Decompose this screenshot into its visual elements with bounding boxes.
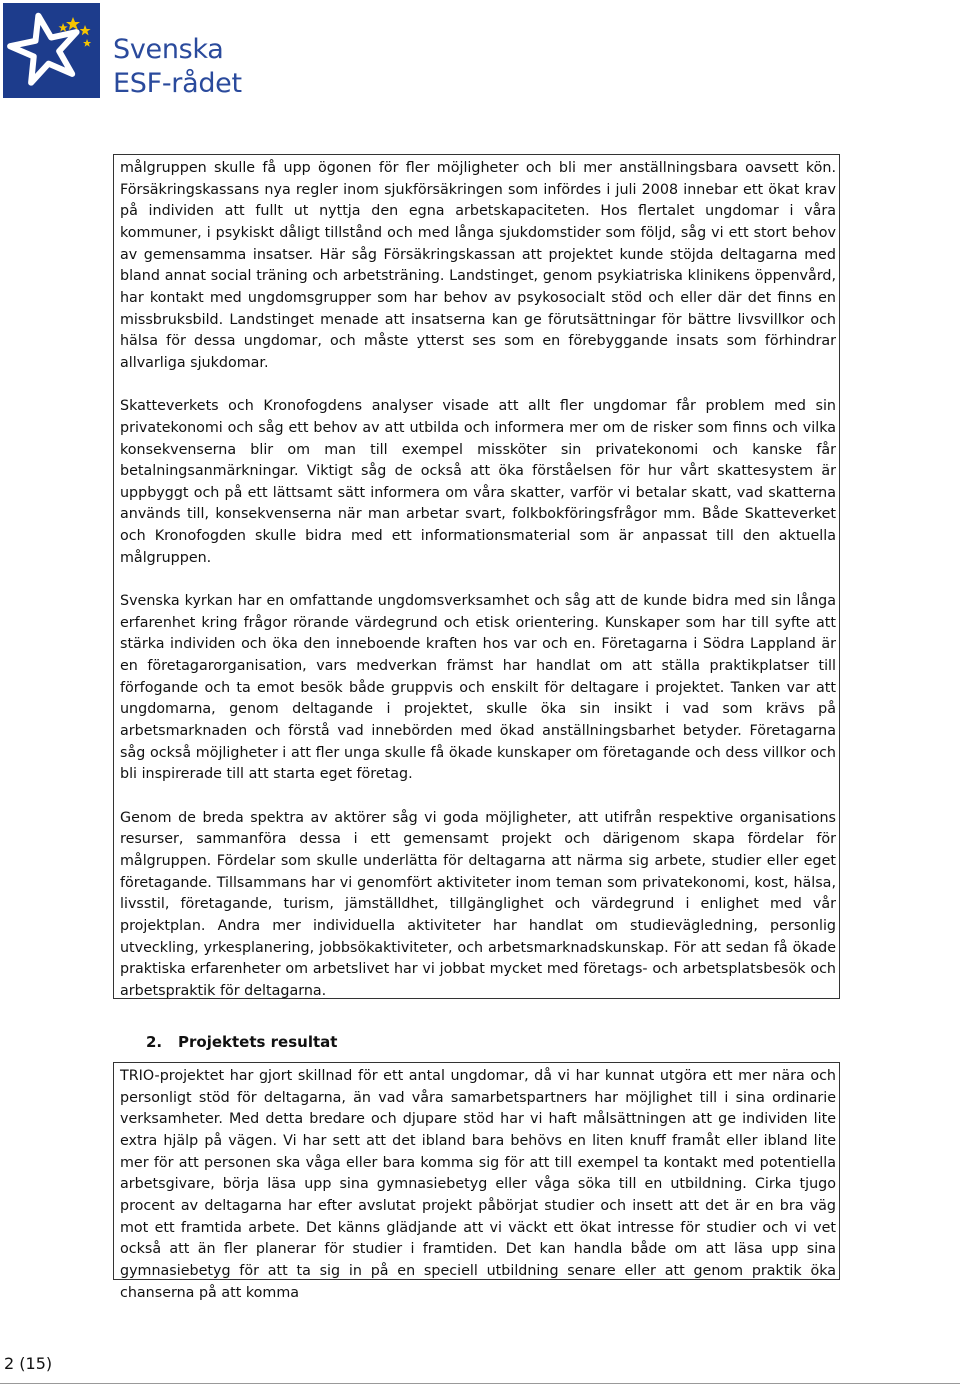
section-number: 2. [146,1033,163,1051]
logo-line-2: ESF-rådet [113,68,242,99]
paragraph: Svenska kyrkan har en omfattande ungdomsverksamhet och såg att de kunde bidra med sin långa erfarenhet kring frågor rörande värdegrund och etisk orientering. Kunskaper som har till syfte att stärka individen och öka den inneboende kraften hos var och en. Företagarna i Södra Lappland är en företagarorganisation, vars medverkan främst har handlat om att ställa praktikplatser till förfogande och ta emot besök både gruppvis och enskilt för deltagare i projektet. Tanken var att ungdomarna, genom deltagande i projektet, skulle öka sin insikt i vad som krävs på arbetsmarknaden och förstå vad innebörden med ökad anställningsbarhet betyder. Företagarna såg också möjligheter i att fler unga skulle få ökade kunskaper om företagande och dess villkor och bli inspirerade till att starta eget företag. [120,593,836,783]
paragraph: Skatteverkets och Kronofogdens analyser visade att allt fler ungdomar får problem med sin privatekonomi och såg ett behov av att utbilda och informera mer om de risker som finns och vilka konsekvenserna blir om man till exempel missköter sin privatekonomi och kanske får betalningsanmärkningar. Viktigt såg de också att öka förståelsen för hur vårt skattesystem är uppbyggt och på ett lättsamt sätt informera om våra skatter, varför vi betalar skatt, vad skatterna används till, konsekvenserna när man arbetar svart, folkbokföringsfrågor mm. Både Skatteverket och Kronofogden skulle bidra med ett informationsmaterial som är anpassat till den aktuella målgruppen. [120,398,836,566]
page-number: 2 (15) [4,1354,53,1373]
section-title: Projektets resultat [178,1033,338,1051]
logo-wordmark [113,33,242,101]
paragraph: målgruppen skulle få upp ögonen för fler möjligheter och bli mer anställningsbara oavsett kön. Försäkringskassans nya regler inom sjukförsäkringen som infördes i juli 2008 innebar ett ökat krav på individen att fullt ut nyttja den egna arbetskapaciteten. Hos flertalet ungdomar i våra kommuner, i psykiskt dåligt tillstånd och med långa sjukdomstider som följd, såg vi ett stort behov av gemensamma insatser. Här såg Försäkringskassan att projektet kunde stöjda deltagarna med bland annat social träning och arbetsträning. Landstinget, genom psykiatriska klinikens öppenvård, har kontakt med ungdomsgrupper som har behov av psykosocialt stöd och eller där det finns en missbruksbild. Landstinget menade att insatserna kan ge förutsättningar för bättre livsvillkor och hälsa för dessa ungdomar, och måste ytterst ses som en förebyggande insats som förhindrar allvarliga sjukdomar. [120,160,836,371]
footer-divider [0,1383,960,1384]
paragraph: TRIO-projektet har gjort skillnad för ett antal ungdomar, då vi har kunnat utgöra ett mer nära och personligt stöd för deltagarna, än vad våra samarbetspartners har möjlighet till i sina ordinarie verksamheter. Med detta bredare och djupare stöd har vi haft målsättningen att ge individen lite extra hjälp på vägen. Vi har sett att det ibland bara behövs en liten knuff framåt eller ibland lite mer för att personen ska våga eller bara komma sig för att till exempel ta kontakt med potentiella arbetsgivare, börja läsa upp sina gymnasiebetyg eller våga söka till en utbildning. Cirka tjugo procent av deltagarna har efter avslutat projekt påbörjat studier och insett att det är en bra väg mot ett framtida arbete. Det känns glädjande att vi väckt ett ökat intresse för studier och vi vet också att än fler planerar för studier i framtiden. Det kan handla både om att läsa upp sina gymnasiebetyg för att ta sig in på en speciell utbildning senare eller att genom praktik öka chanserna på att komma [120,1068,836,1301]
bordered-text-box [113,154,840,999]
section-heading [146,1033,337,1051]
logo-line-1: Svenska [113,34,224,65]
paragraph: Genom de breda spektra av aktörer såg vi goda möjligheter, att utifrån respektive organisations resurser, sammanföra dessa i ett gemensamt projekt och därigenom skapa fördelar för målgruppen. Fördelar som skulle underlätta för deltagarna att närma sig arbete, studier eller eget företagande. Tillsammans har vi genomfört aktiviteter inom teman som privatekonomi, kost, hälsa, livsstil, företagande, turism, jämställdhet, tillgänglighet och värdegrund i enlighet med vår projektplan. Andra mer individuella aktiviteter har handlat om studievägledning, personlig utveckling, yrkesplanering, jobbsökaktiviteter, och arbetsmarknadskunskap. För att sedan få ökade praktiska erfarenheter om arbetslivet har vi jobbat mycket med företags- och arbetsplatsbesök och arbetspraktik för deltagarna. [120,809,836,999]
bordered-text-box-results [113,1062,840,1301]
star-logo-icon [3,3,100,98]
esf-logo [3,3,243,99]
